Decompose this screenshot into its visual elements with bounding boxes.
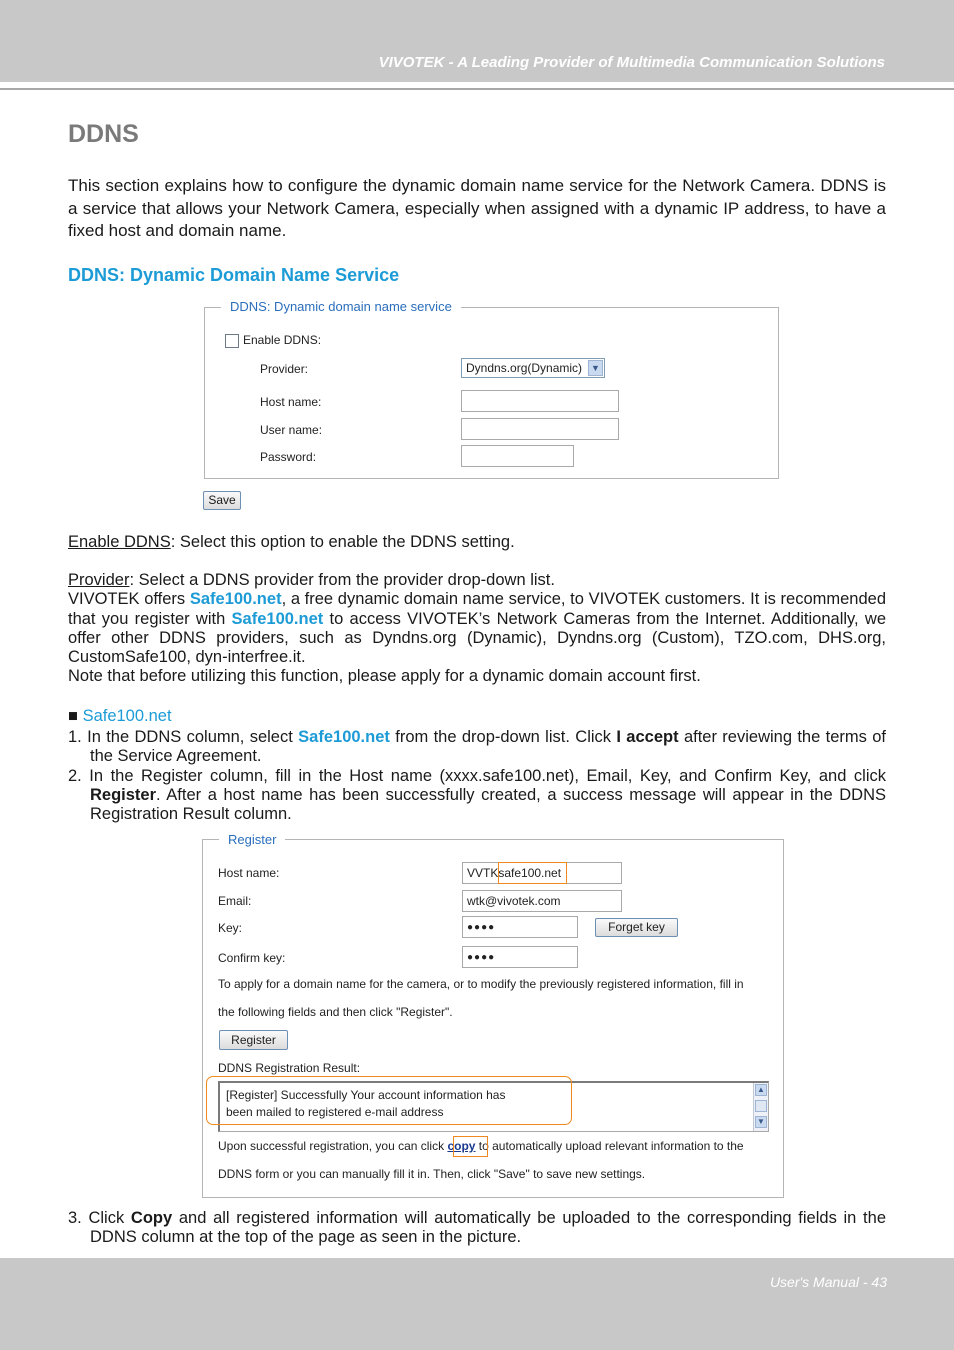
register-button[interactable]: Register [219,1030,288,1050]
bullet-icon: ■ [68,707,78,725]
result-text: [Register] Successfully Your account information has been mailed to registered e-mail address [226,1088,506,1119]
user-name-label: User name: [260,423,323,437]
section-subtitle: DDNS: Dynamic Domain Name Service [68,265,400,285]
user-name-input[interactable] [461,418,619,440]
step-2: 2. In the Register column, fill in the Host name (xxxx.safe100.net), Email, Key, and Confirm Key, and click Register. After a host name has been successfully created, a success message will appear in the DDNS Registration Result column. [68,766,886,824]
provider-select[interactable] [461,358,605,378]
scroll-down-icon: ▼ [755,1116,767,1128]
enable-ddns-label: Enable DDNS: [243,333,322,347]
register-panel [202,832,784,1198]
reg-email-input[interactable]: wtk@vivotek.com [462,890,622,912]
highlight-copy [453,1136,488,1157]
register-panel-legend: Register [219,832,285,847]
reg-confirm-input[interactable]: ●●●● [462,946,578,968]
highlight-result [206,1076,572,1125]
reg-email-label: Email: [218,894,252,908]
host-name-label: Host name: [260,395,322,409]
step-3: 3. Click Copy and all registered information will automatically be uploaded to the corresponding fields in the DDNS column at the top of the page as seen in the picture. [68,1209,886,1247]
highlight-host-suffix [498,862,567,884]
ddns-panel-legend: DDNS: Dynamic domain name service [221,299,461,314]
result-label: DDNS Registration Result: [218,1061,361,1075]
provider-label: Provider: [260,362,309,376]
scroll-thumb [755,1100,767,1112]
enable-ddns-desc: : Select this option to enable the DDNS setting. [170,533,515,551]
scroll-up-icon: ▲ [755,1084,767,1096]
provider-select-value: Dyndns.org(Dynamic) [466,361,583,375]
reg-confirm-label: Confirm key: [218,951,286,965]
reg-host-label: Host name: [218,866,280,880]
page-header [0,0,954,82]
reg-host-input[interactable]: VVTKsafe100.net [462,862,622,884]
enable-ddns-term: Enable DDNS [68,533,171,551]
upon-line-2: DDNS form or you can manually fill it in. Then, click "Save" to save new settings. [218,1167,646,1181]
safe100-heading: ■ Safe100.net [68,707,172,725]
provider-desc: : Select a DDNS provider from the provider drop-down list. [129,571,555,589]
provider-detail: VIVOTEK offers Safe100.net, a free dynamic domain name service, to VIVOTEK customers. It is recommended that you register with Safe100.net to access VIVOTEK’s Network Cameras from the Internet. Additionally, we offer other DDNS providers, such as Dyndns.org (Dynamic), Dyndns.org (Custom), TZO.com, DHS.org, CustomSafe100, dyn-interfree.it. [68,590,887,667]
enable-ddns-checkbox[interactable] [225,334,239,348]
provider-line [68,571,886,590]
page-number: User's Manual - 43 [769,1274,887,1290]
host-name-input[interactable] [461,390,619,412]
upon-line-1: Upon successful registration, you can click copy to automatically upload relevant information to the [218,1139,744,1153]
provider-term: Provider [68,571,130,589]
safe100-link: Safe100.net [189,590,282,609]
ddns-panel [204,299,779,479]
save-button[interactable]: Save [203,491,241,510]
copy-link[interactable]: copy [447,1139,476,1153]
page-title: DDNS [68,120,139,148]
reg-key-input[interactable]: ●●●● [462,916,578,938]
reg-key-label: Key: [218,921,243,935]
provider-paragraph [68,571,886,687]
steps-list [68,728,886,824]
page-footer [0,1258,954,1350]
result-scrollbar[interactable] [753,1083,768,1131]
password-input[interactable] [461,445,574,467]
header-rule [0,88,954,90]
intro-paragraph: This section explains how to configure the dynamic domain name service for the Network Camera. DDNS is a service that allows your Network Camera, especially when assigned with a dynamic IP address, to have a fixed host and domain name. [68,176,886,240]
apply-line-2: the following fields and then click "Register". [218,1005,453,1019]
chevron-down-icon: ▼ [588,360,603,376]
password-label: Password: [260,450,317,464]
safe100-link: Safe100.net [231,609,324,628]
header-text: VIVOTEK - A Leading Provider of Multimedia Communication Solutions [378,54,885,71]
apply-line-1: To apply for a domain name for the camera, or to modify the previously registered information, fill in [218,977,744,991]
enable-ddns-paragraph [68,533,886,552]
forget-key-button[interactable]: Forget key [595,918,678,937]
provider-note: Note that before utilizing this function, please apply for a dynamic domain account first. [68,667,701,686]
step-1: 1. In the DDNS column, select Safe100.net from the drop-down list. Click I accept after reviewing the terms of the Service Agreement. [68,728,886,766]
